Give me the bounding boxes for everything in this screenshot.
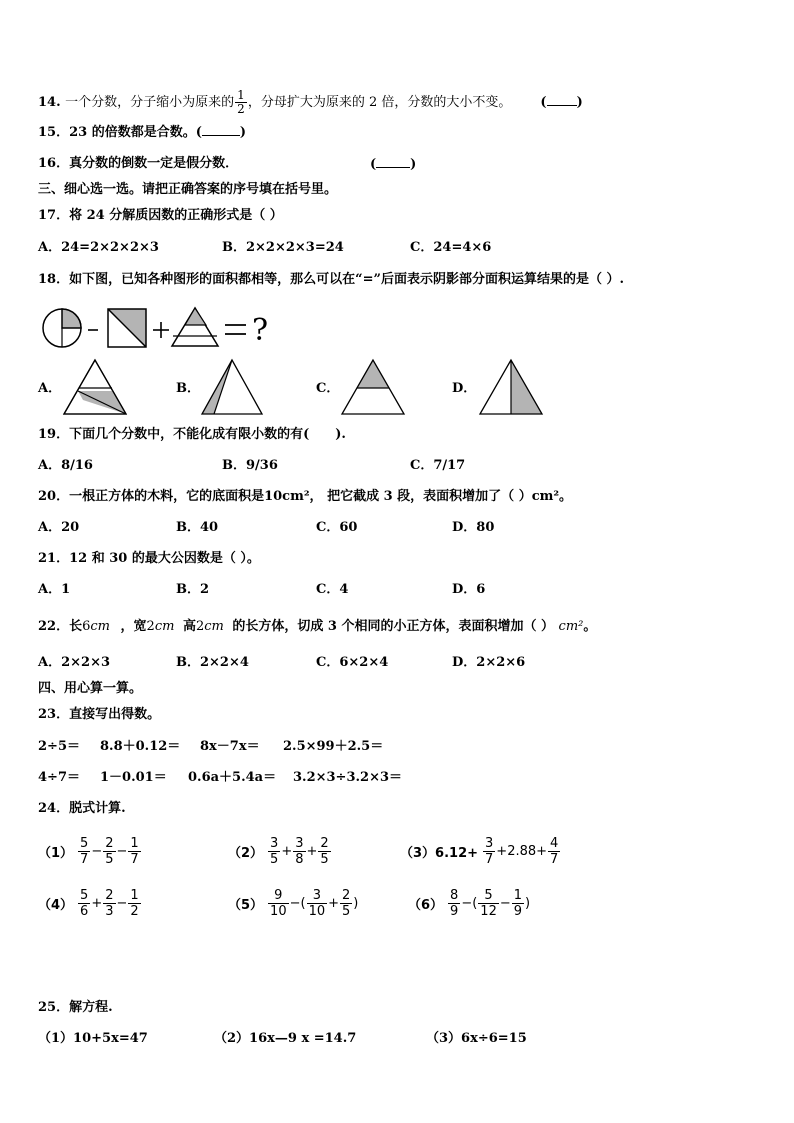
fraction: $\frac{2}{3}$ [105, 888, 114, 919]
question-24: 24．脱式计算. [38, 801, 126, 816]
question-25: 25．解方程. [38, 1000, 113, 1015]
q21-option-d[interactable]: D．6 [452, 582, 486, 597]
fraction: $\frac{2}{5}$ [320, 836, 329, 867]
q24-item-1 [38, 836, 142, 867]
q23-r2-c4[interactable]: 3.2×3÷3.2×3＝ [293, 770, 403, 785]
q18-option-c-figure[interactable] [340, 358, 406, 416]
q16-text: 16．真分数的倒数一定是假分数． [38, 156, 239, 171]
q24-item-3 [400, 836, 561, 867]
question-21: 21．12 和 30 的最大公因数是（ ）。 [38, 551, 260, 566]
operator: +2.88+ [496, 844, 548, 859]
q22-option-d[interactable]: D．2×2×6 [452, 655, 526, 670]
q23-r2-c1[interactable]: 4÷7＝ [38, 770, 80, 785]
operator: + [306, 844, 318, 859]
fraction: $\frac{3}{7}$ [485, 836, 494, 867]
q18-option-a-figure[interactable] [62, 358, 128, 416]
q15-paren: ) [239, 125, 247, 140]
fraction: $\frac{3}{10}$ [308, 888, 326, 919]
q17-option-b[interactable]: B．2×2×2×3=24 [222, 240, 344, 255]
q20-option-c[interactable]: C．60 [316, 520, 358, 535]
q19-option-c[interactable]: C．7/17 [410, 458, 466, 473]
q18-option-a-label[interactable]: A． [38, 381, 62, 396]
question-22: 22．长6cm ，宽2cm 高2cm 的长方体，切成 3 个相同的小正方体，表面积增加（ ） cm²。 [38, 619, 597, 634]
q15-text: 15．23 的倍数都是合数。( [38, 125, 202, 140]
operator: −( [289, 896, 306, 911]
q18-option-d-label[interactable]: D． [452, 381, 477, 396]
fraction: $\frac{1}{9}$ [513, 888, 523, 919]
q24-item-label: （2） [228, 846, 264, 861]
q24-item-label: （1） [38, 846, 74, 861]
q23-r1-c1[interactable]: 2÷5＝ [38, 739, 80, 754]
operator: − [116, 844, 128, 859]
q14-text-b: ，分母扩大为原来的 2 倍，分数的大小不变。 [247, 95, 512, 110]
question-16 [38, 156, 238, 172]
q21-option-a[interactable]: A．1 [38, 582, 71, 597]
q24-item-label: （6） [408, 898, 444, 913]
q22-option-a[interactable]: A．2×2×3 [38, 655, 111, 670]
q19-option-a[interactable]: A．8/16 [38, 458, 93, 473]
operator: − [91, 844, 103, 859]
q21-option-b[interactable]: B．2 [176, 582, 210, 597]
q24-item-6 [408, 888, 530, 919]
q23-r1-c3[interactable]: 8x－7x＝ [200, 739, 260, 754]
q18-equation-figure [40, 306, 280, 350]
q23-r1-c4[interactable]: 2.5×99＋2.5＝ [283, 739, 384, 754]
q23-r2-c2[interactable]: 1－0.01＝ [100, 770, 167, 785]
fraction: $\frac{8}{9}$ [450, 888, 459, 919]
q16-answer-blank[interactable]: ( ) [370, 157, 417, 172]
fraction: $\frac{1}{2}$ [130, 888, 139, 919]
q18-option-b-figure[interactable] [200, 358, 264, 416]
q14-text-a: 一个分数，分子缩小为原来的 [65, 95, 235, 110]
question-14 [38, 89, 583, 116]
q15-answer-blank[interactable] [202, 124, 240, 136]
shaded-triangle-icon [172, 308, 218, 346]
q24-item-2 [228, 836, 332, 867]
operator: − [116, 896, 128, 911]
operator: + [281, 844, 293, 859]
shaded-circle-icon [43, 309, 81, 347]
q22-option-c[interactable]: C．6×2×4 [316, 655, 389, 670]
operator: + [91, 896, 103, 911]
fraction: $\frac{9}{10}$ [270, 888, 287, 919]
operator: ) [525, 896, 531, 911]
fraction: $\frac{5}{12}$ [480, 888, 497, 919]
section-3-heading: 三、细心选一选。请把正确答案的序号填在括号里。 [38, 182, 338, 197]
section-4-heading: 四、用心算一算。 [38, 681, 143, 696]
operator: ) [353, 896, 359, 911]
q14-answer-blank[interactable]: ( ) [540, 95, 583, 110]
q14-number: 14. [38, 95, 61, 110]
q18-option-c-label[interactable]: C． [316, 381, 340, 396]
q23-r2-c3[interactable]: 0.6a＋5.4a＝ [188, 770, 277, 785]
fraction: $\frac{5}{7}$ [80, 836, 89, 867]
fraction: $\frac{1}{7}$ [130, 836, 139, 867]
q25-equation-1: （1）10+5x=47 [38, 1031, 148, 1046]
q24-item-label: （3）6.12+ [400, 846, 479, 861]
q18-option-b-label[interactable]: B． [176, 381, 200, 396]
operator: −( [461, 896, 478, 911]
q25-equation-3: （3）6x÷6=15 [426, 1031, 527, 1046]
q18-option-d-figure[interactable] [478, 358, 544, 416]
question-20: 20．一根正方体的木料，它的底面积是10cm²， 把它截成 3 段，表面积增加了（ ）cm²。 [38, 489, 573, 504]
q24-item-label: （4） [38, 898, 74, 913]
q17-option-a[interactable]: A．24=2×2×2×3 [38, 240, 159, 255]
q24-item-5 [228, 888, 358, 919]
q21-option-c[interactable]: C．4 [316, 582, 349, 597]
q20-option-d[interactable]: D．80 [452, 520, 495, 535]
fraction: $\frac{5}{6}$ [80, 888, 89, 919]
q17-option-c[interactable]: C．24=4×6 [410, 240, 492, 255]
q14-fraction: $\frac{1}{2}$ [237, 88, 245, 116]
shaded-square-icon [108, 309, 146, 347]
question-18: 18．如下图，已知各种图形的面积都相等，那么可以在“=”后面表示阴影部分面积运算结果的是（ ）. [38, 272, 624, 287]
q24-item-4 [38, 888, 142, 919]
fraction: $\frac{4}{7}$ [550, 836, 559, 867]
question-15 [38, 124, 246, 141]
question-19: 19．下面几个分数中，不能化成有限小数的有( ). [38, 427, 346, 442]
q22-option-b[interactable]: B．2×2×4 [176, 655, 249, 670]
q20-option-a[interactable]: A．20 [38, 520, 80, 535]
question-mark: ? [252, 313, 269, 348]
fraction: $\frac{2}{5}$ [342, 888, 351, 919]
fraction: $\frac{3}{8}$ [295, 836, 304, 867]
fraction: $\frac{3}{5}$ [270, 836, 279, 867]
fraction: $\frac{2}{5}$ [105, 836, 114, 867]
q20-option-b[interactable]: B．40 [176, 520, 219, 535]
question-23: 23．直接写出得数。 [38, 707, 161, 722]
q19-option-b[interactable]: B．9/36 [222, 458, 278, 473]
operator: − [499, 896, 511, 911]
q23-r1-c2[interactable]: 8.8＋0.12＝ [100, 739, 181, 754]
q25-equation-2: （2）16x—9 x =14.7 [214, 1031, 357, 1046]
operator: + [328, 896, 340, 911]
q24-item-label: （5） [228, 898, 264, 913]
question-17: 17．将 24 分解质因数的正确形式是（ ） [38, 208, 283, 223]
